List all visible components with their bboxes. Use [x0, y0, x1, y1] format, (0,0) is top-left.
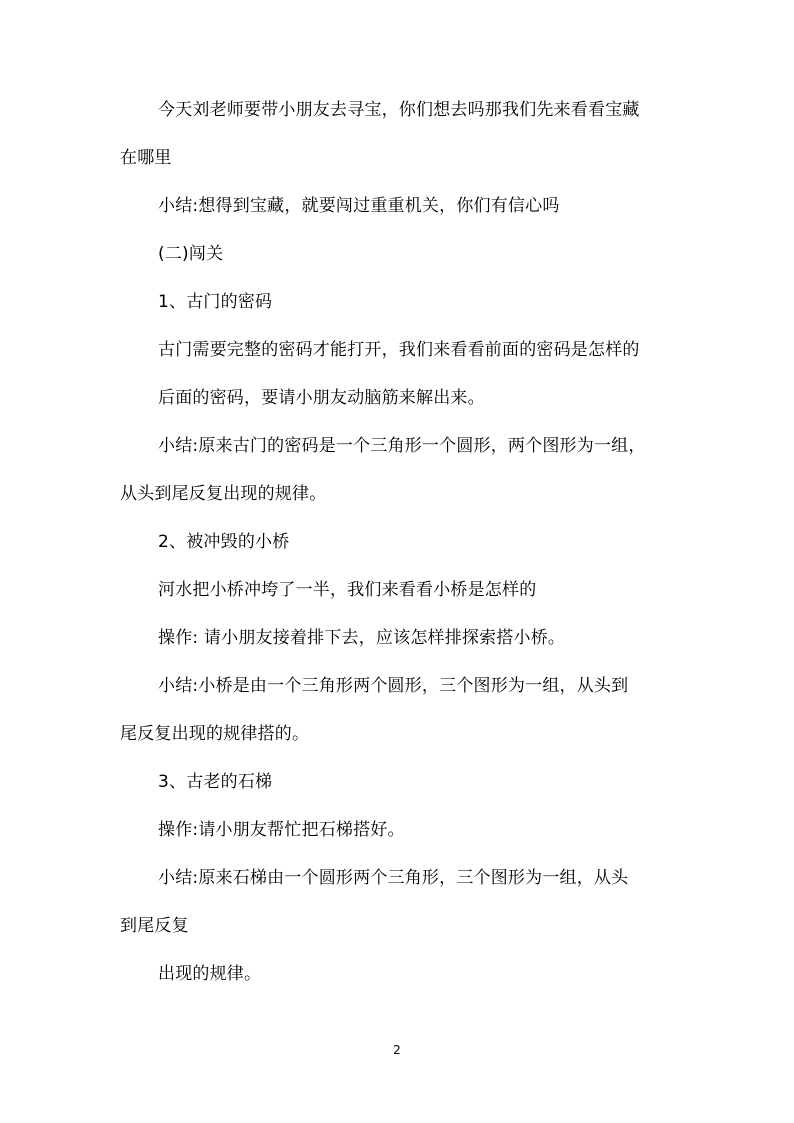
- operation-line: 操作:请小朋友帮忙把石梯搭好。: [158, 820, 405, 840]
- summary-line: 小结:小桥是由一个三角形两个圆形，三个图形为一组，从头到: [158, 676, 629, 696]
- operation-line: 操作: 请小朋友接着排下去，应该怎样排探索搭小桥。: [158, 628, 566, 648]
- paragraph-line: 从头到尾反复出现的规律。: [120, 484, 327, 504]
- summary-line: 小结:原来古门的密码是一个三角形一个圆形，两个图形为一组，: [158, 436, 646, 456]
- paragraph-line: 河水把小桥冲垮了一半，我们来看看小桥是怎样的: [158, 580, 537, 600]
- subsection-heading: 1、古门的密码: [158, 292, 273, 312]
- section-heading: (二)闯关: [158, 244, 224, 264]
- paragraph-line: 后面的密码，要请小朋友动脑筋来解出来。: [158, 388, 485, 408]
- summary-line: 小结:想得到宝藏，就要闯过重重机关，你们有信心吗: [158, 196, 560, 216]
- page-number: 2: [393, 1043, 401, 1057]
- summary-line: 小结:原来石梯由一个圆形两个三角形，三个图形为一组，从头: [158, 868, 629, 888]
- paragraph-line: 到尾反复: [120, 916, 189, 936]
- paragraph-line: 今天刘老师要带小朋友去寻宝，你们想去吗那我们先来看看宝藏: [158, 100, 640, 120]
- paragraph-line: 在哪里: [120, 148, 172, 168]
- subsection-heading: 3、古老的石梯: [158, 772, 273, 792]
- subsection-heading: 2、被冲毁的小桥: [158, 532, 290, 552]
- paragraph-line: 古门需要完整的密码才能打开，我们来看看前面的密码是怎样的: [158, 340, 640, 360]
- paragraph-line: 出现的规律。: [158, 964, 262, 984]
- paragraph-line: 尾反复出现的规律搭的。: [120, 724, 310, 744]
